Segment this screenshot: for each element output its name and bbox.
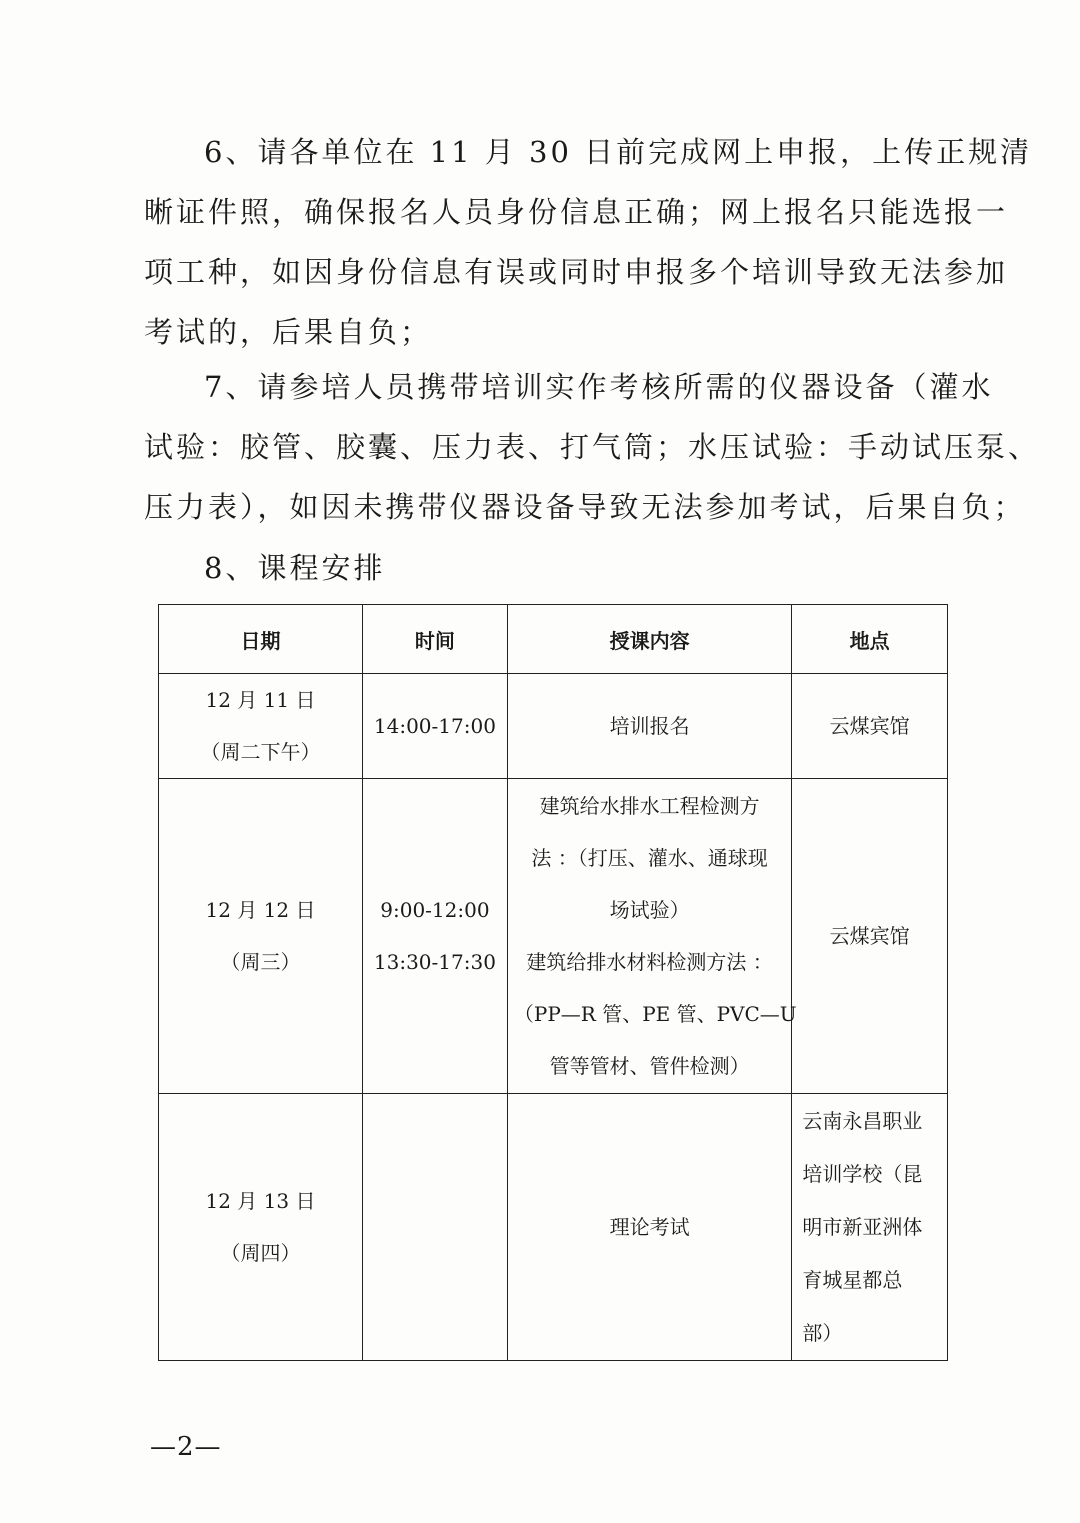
paragraph-line: 压力表），如因未携带仪器设备导致无法参加考试，后果自负； (144, 490, 1026, 524)
schedule-table (158, 604, 948, 1361)
cell-text: （周二下午） (200, 740, 321, 764)
cell-content (507, 674, 791, 779)
paragraph-line: 7、请参培人员携带培训实作考核所需的仪器设备（灌水 (204, 370, 994, 404)
paragraph-line: 项工种，如因身份信息有误或同时申报多个培训导致无法参加 (144, 255, 1009, 289)
section-heading-schedule: 8、课程安排 (204, 551, 386, 585)
cell-text: 建筑给水排水工程检测方 (539, 794, 760, 818)
cell-time (362, 1094, 507, 1361)
cell-date (159, 779, 363, 1094)
table-row (159, 674, 948, 779)
paragraph-item-6 (144, 122, 1033, 362)
cell-text: 建筑给排水材料检测方法 ： (526, 950, 773, 974)
table-row (159, 779, 948, 1094)
cell-text: 12 月 12 日 (205, 898, 316, 922)
cell-text: （PP—R 管、PE 管、PVC—U (513, 1002, 797, 1026)
header-date: 日期 (159, 605, 363, 674)
cell-text: （周四） (220, 1241, 301, 1265)
paragraph-line: 考试的，后果自负； (144, 315, 433, 349)
header-time: 时间 (362, 605, 507, 674)
cell-text: 培训报名 (609, 714, 690, 738)
paragraph-line: 6、请各单位在 11 月 30 日前完成网上申报，上传正规清 (204, 135, 1033, 169)
cell-text: 管等管材、管件检测） (549, 1054, 750, 1078)
page-number: —2— (150, 1432, 222, 1462)
cell-text: 14:00-17:00 (373, 714, 496, 738)
cell-date (159, 1094, 363, 1361)
cell-text: 培训学校（昆 (802, 1161, 923, 1186)
cell-content (507, 779, 797, 1094)
cell-text: 场试验） (609, 898, 690, 922)
cell-location (792, 779, 948, 1094)
cell-text: 云煤宾馆 (829, 714, 910, 738)
cell-text: （周三） (220, 950, 301, 974)
header-content: 授课内容 (507, 605, 791, 674)
cell-text: 理论考试 (609, 1215, 690, 1239)
cell-text: 12 月 11 日 (205, 688, 316, 712)
cell-text: 云煤宾馆 (829, 924, 910, 948)
cell-text: 部） (802, 1320, 843, 1345)
cell-content (507, 1094, 791, 1361)
cell-text: 云南永昌职业 (802, 1108, 923, 1133)
table-header-row (159, 605, 948, 674)
paragraph-item-7 (144, 357, 1041, 537)
cell-text: 法 ：（打压、灌水、通球现 (531, 846, 768, 870)
cell-text: 12 月 13 日 (205, 1189, 316, 1213)
cell-location (792, 674, 948, 779)
cell-time (362, 674, 507, 779)
cell-text: 13:30-17:30 (373, 950, 496, 974)
table-row (159, 1094, 948, 1361)
cell-text: 明市新亚洲体 (802, 1214, 923, 1239)
paragraph-item-8 (144, 538, 944, 598)
cell-date (159, 674, 363, 779)
header-location: 地点 (792, 605, 948, 674)
cell-text: 9:00-12:00 (380, 898, 490, 922)
cell-time (362, 779, 507, 1094)
paragraph-line: 晰证件照，确保报名人员身份信息正确；网上报名只能选报一 (144, 195, 1009, 229)
cell-text: 育城星都总 (802, 1267, 903, 1292)
paragraph-line: 试验：胶管、胶囊、压力表、打气筒；水压试验：手动试压泵、 (144, 430, 1041, 464)
cell-location (792, 1094, 948, 1361)
